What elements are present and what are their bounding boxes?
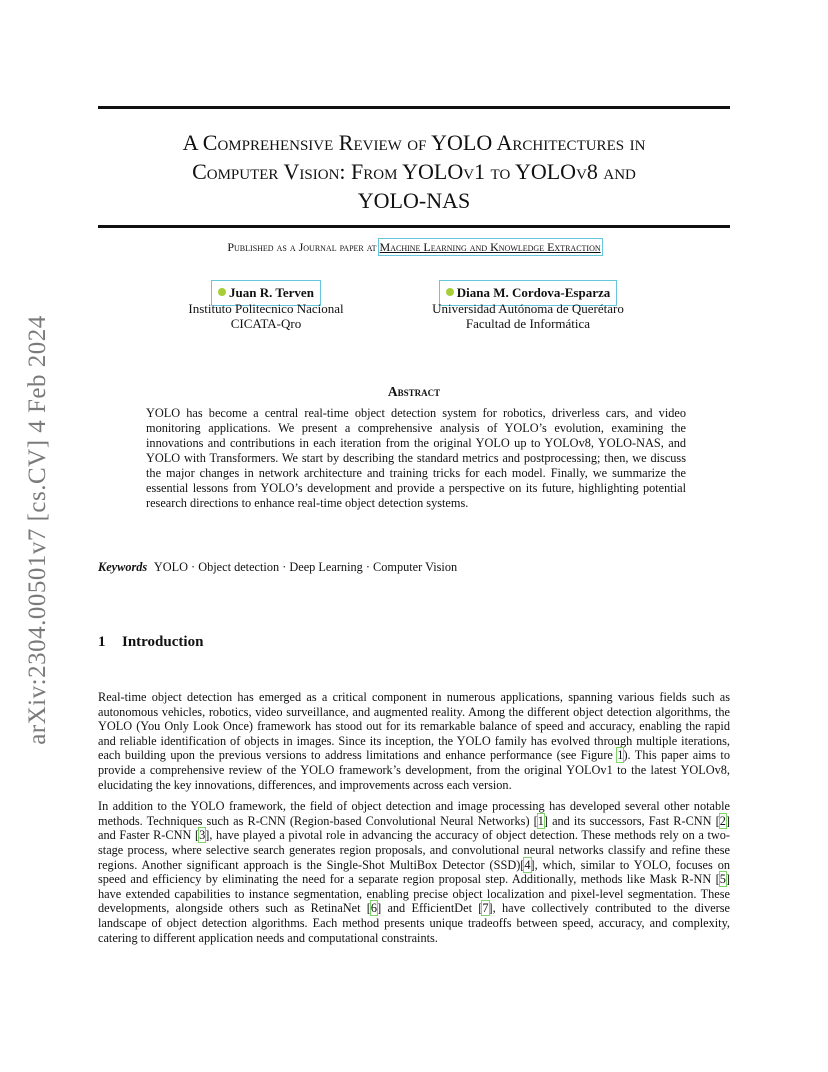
title-top-rule [98, 106, 730, 109]
citation-link[interactable]: 5 [719, 872, 726, 887]
paragraph: In addition to the YOLO framework, the field of object detection and image processing has developed several other notable methods. Techniques such as R-CNN (Region-based Convolutional Neural Networks) [1] and its successors, Fast R-CNN [2] and Faster R-CNN [3], have played a pivotal role in advancing the accuracy of object detection. These methods rely on a two-stage process, where selective search generates region proposals, and convolutional neural networks classify and refine these regions. Another significant approach is the Single-Shot MultiBox Detector (SSD)[4], which, similar to YOLO, focuses on speed and efficiency by eliminating the need for a separate region proposal step. Additionally, methods like Mask R-NN [5] have extended capabilities to instance segmentation, enabling precise object localization and pixel-level segmentation. These developments, alongside others such as RetinaNet [6] and EfficientDet [7], have collectively contributed to the diverse landscape of object detection algorithms. Each method presents unique tradeoffs between speed, accuracy, and complexity, catering to different application needs and computational constraints. [98, 799, 731, 945]
author-affiliation: Facultad de Informática [465, 316, 591, 331]
author-block [166, 285, 366, 332]
author-affiliation: Instituto Politecnico Nacional [188, 300, 344, 316]
section-heading [98, 634, 203, 651]
keywords [98, 560, 457, 575]
author-block [428, 285, 628, 332]
citation-link[interactable]: 4 [524, 857, 531, 872]
title-line-2: Computer Vision: From YOLOv1 to YOLOv8 and [192, 159, 636, 184]
citation-link[interactable]: 1 [537, 813, 544, 828]
abstract-heading: Abstract [387, 384, 441, 399]
arxiv-stamp [18, 290, 58, 770]
publication-prefix: Published as a Journal paper at [227, 240, 377, 254]
citation-link[interactable]: 2 [719, 813, 726, 828]
author-name-link[interactable]: Diana M. Cordova-Esparza [444, 285, 612, 301]
orcid-icon [446, 288, 454, 296]
orcid-icon [218, 288, 226, 296]
title-line-3: YOLO-NAS [357, 188, 471, 213]
title-line-1: A Comprehensive Review of YOLO Architectures in [182, 130, 646, 155]
venue-link[interactable]: Machine Learning and Knowledge Extraction [379, 240, 601, 254]
paragraph: Real-time object detection has emerged as a critical component in numerous applications, spanning various fields such as autonomous vehicles, robotics, video surveillance, and augmented reality. Among the different object detection algorithms, the YOLO (You Only Look Once) framework has stood out for its remarkable balance of speed and accuracy, enabling the rapid and reliable identification of objects in images. Since its inception, the YOLO family has evolved through multiple iterations, each building upon the previous versions to address limitations and enhance performance (see Figure 1). This paper aims to provide a comprehensive review of the YOLO framework’s development, from the original YOLOv1 to the latest YOLOv8, elucidating the key innovations, differences, and improvements across each version. [98, 690, 730, 792]
publication-note [98, 240, 730, 255]
keywords-list: YOLO · Object detection · Deep Learning · Computer Vision [153, 560, 458, 574]
author-affiliation: Universidad Autónoma de Querétaro [432, 300, 624, 316]
figure-ref-link[interactable]: 1 [617, 748, 624, 763]
citation-link[interactable]: 3 [199, 828, 206, 843]
author-name-link[interactable]: Juan R. Terven [216, 285, 316, 301]
arxiv-stamp-text: arXiv:2304.00501v7 [cs.CV] 4 Feb 2024 [24, 315, 52, 745]
section-title: Introduction [122, 634, 204, 650]
citation-link[interactable]: 7 [482, 901, 489, 916]
paper-title [98, 128, 730, 215]
citation-link[interactable]: 6 [370, 901, 378, 916]
abstract-text: YOLO has become a central real-time object detection system for robotics, driverless cars, and video monitoring applications. We present a comprehensive analysis of YOLO’s evolution, examining the innovations and contributions in each iteration from the original YOLO up to YOLOv8, YOLO-NAS, and YOLO with Transformers. We start by describing the standard metrics and postprocessing; then, we discuss the major changes in network architecture and training tricks for each model. Finally, we summarize the essential lessons from YOLO’s development and provide a perspective on its future, highlighting potential research directions to enhance real-time object detection systems. [146, 406, 686, 510]
author-affiliation: CICATA-Qro [230, 316, 302, 331]
title-bottom-rule [98, 225, 730, 228]
body-text [98, 690, 730, 952]
keywords-label: Keywords [98, 560, 148, 574]
section-number: 1 [98, 634, 106, 650]
